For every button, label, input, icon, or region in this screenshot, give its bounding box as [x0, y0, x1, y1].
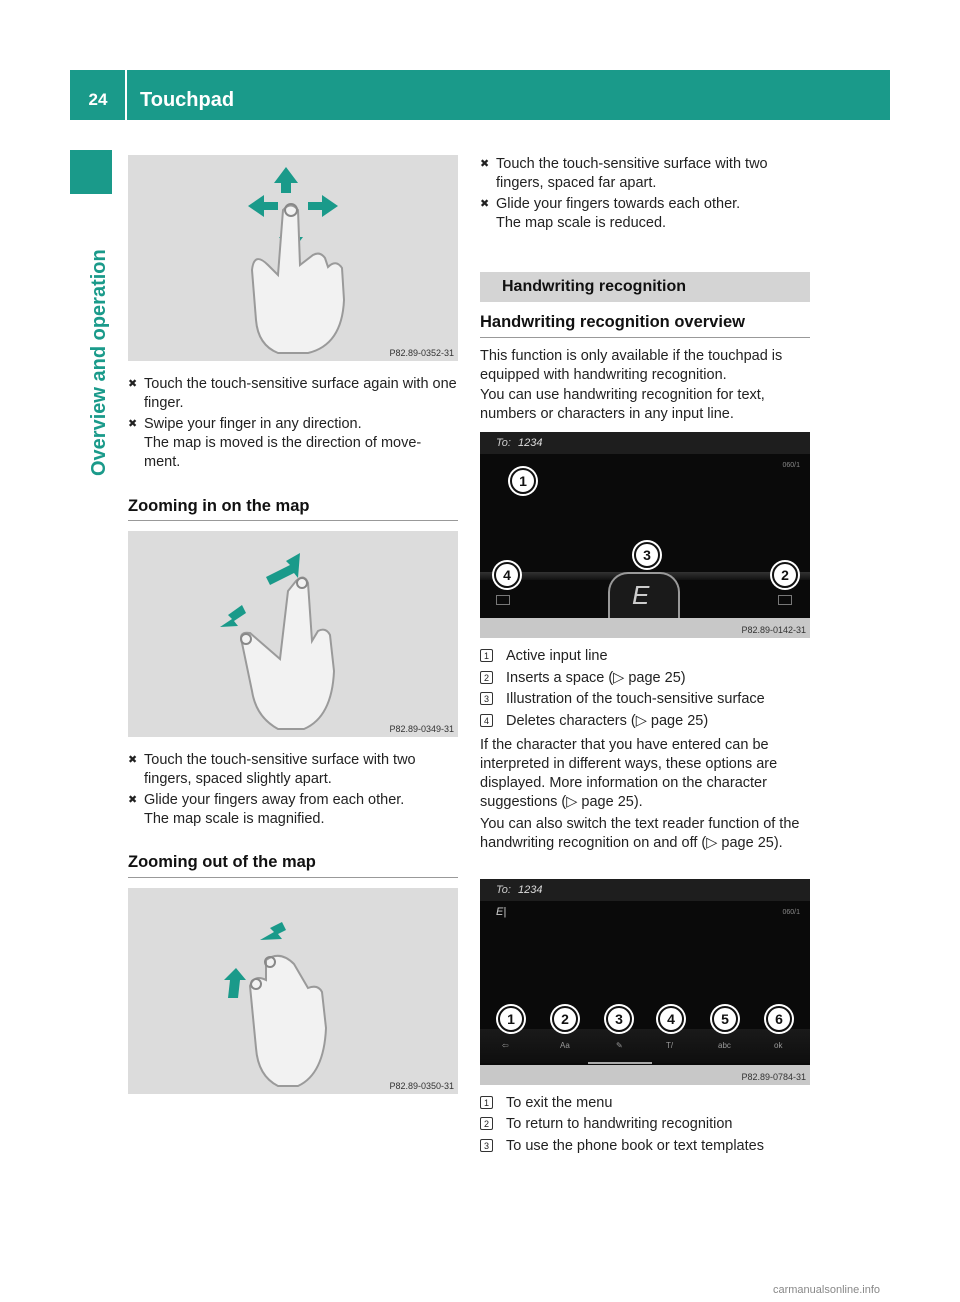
heading-rule [480, 337, 810, 338]
step-arrow-icon: ✖ [128, 754, 138, 766]
arrow-diagonal-down-icon [220, 605, 246, 627]
step-arrow-icon: ✖ [128, 794, 138, 806]
handwriting-option[interactable]: Aa [560, 1041, 570, 1050]
step-arrow-icon: ✖ [128, 418, 138, 430]
step-arrow-icon: ✖ [480, 158, 490, 170]
recipient-label: To: [496, 884, 511, 896]
character-counter: 060/1 [782, 462, 800, 469]
arrow-diagonal-up-icon [266, 553, 300, 585]
chapter-heading: Handwriting recognition [480, 272, 810, 302]
confirm-option[interactable]: ok [774, 1041, 783, 1050]
section-marker [70, 150, 112, 194]
body-paragraph: You can also switch the text reader function of the handwriting recognition on and off (▷ page 25). [480, 816, 800, 851]
section-label: Overview and operation [88, 249, 110, 476]
delete-icon [496, 595, 510, 605]
swipe-illustration [128, 155, 458, 361]
footer-watermark[interactable]: carmanualsonline.info [772, 1284, 880, 1296]
arrow-diagonal-in-icon [260, 922, 286, 940]
exit-icon[interactable]: ⇦ [502, 1041, 509, 1050]
hand-icon [250, 956, 326, 1086]
recipient-value: 1234 [518, 884, 543, 896]
figure-code: P82.89-0784-31 [741, 1072, 806, 1082]
heading-rule [128, 520, 458, 521]
callout-3: 3 [606, 1006, 632, 1032]
callout-1: 1 [510, 468, 536, 494]
zoom-in-illustration [128, 531, 458, 737]
intro-paragraph: This function is only available if the touchpad is equipped with handwriting recognition. [480, 348, 783, 383]
hand-icon [241, 577, 334, 729]
zoom-out-illustration [128, 888, 458, 1094]
figure-code: P82.89-0350-31 [389, 1081, 454, 1091]
callout-2: 2 [772, 562, 798, 588]
arrow-right-icon [308, 195, 338, 217]
space-icon [778, 595, 792, 605]
callout-4: 4 [494, 562, 520, 588]
figure-code: P82.89-0349-31 [389, 724, 454, 734]
header-divider [125, 70, 127, 120]
hand-icon [252, 206, 344, 354]
section-heading: Zooming out of the map [128, 853, 316, 871]
callout-3: 3 [634, 542, 660, 568]
callout-5: 5 [712, 1006, 738, 1032]
heading-rule [128, 877, 458, 878]
figure-code: P82.89-0352-31 [389, 348, 454, 358]
figure-code: P82.89-0142-31 [741, 625, 806, 635]
phonebook-option[interactable]: ✎ [616, 1041, 623, 1050]
callout-2: 2 [552, 1006, 578, 1032]
body-paragraph: If the character that you have entered can be interpreted in different ways, these options are displayed. More information on the character suggestions (▷ page 25). [480, 737, 778, 810]
option-5[interactable]: abc [718, 1041, 731, 1050]
arrow-diagonal-in-icon [224, 968, 246, 998]
handwriting-screen [480, 432, 810, 638]
handwritten-glyph: E [632, 580, 650, 610]
suggestions-screen [480, 879, 810, 1085]
callout-6: 6 [766, 1006, 792, 1032]
recipient-value: 1234 [518, 437, 543, 449]
page-number: 24 [88, 90, 108, 109]
callout-1: 1 [498, 1006, 524, 1032]
intro-paragraph: You can use handwriting recognition for text, numbers or characters in any input line. [480, 387, 765, 422]
arrow-left-icon [248, 195, 278, 217]
page-title: Touchpad [140, 89, 235, 111]
step-arrow-icon: ✖ [128, 378, 138, 390]
option-4[interactable]: T/ [666, 1041, 674, 1050]
section-heading: Zooming in on the map [128, 497, 310, 515]
arrow-up-icon [274, 167, 298, 193]
input-line: E| [496, 906, 507, 918]
character-counter: 060/1 [782, 909, 800, 916]
section-heading: Handwriting recognition overview [480, 313, 745, 331]
callout-4: 4 [658, 1006, 684, 1032]
recipient-label: To: [496, 437, 511, 449]
step-arrow-icon: ✖ [480, 198, 490, 210]
